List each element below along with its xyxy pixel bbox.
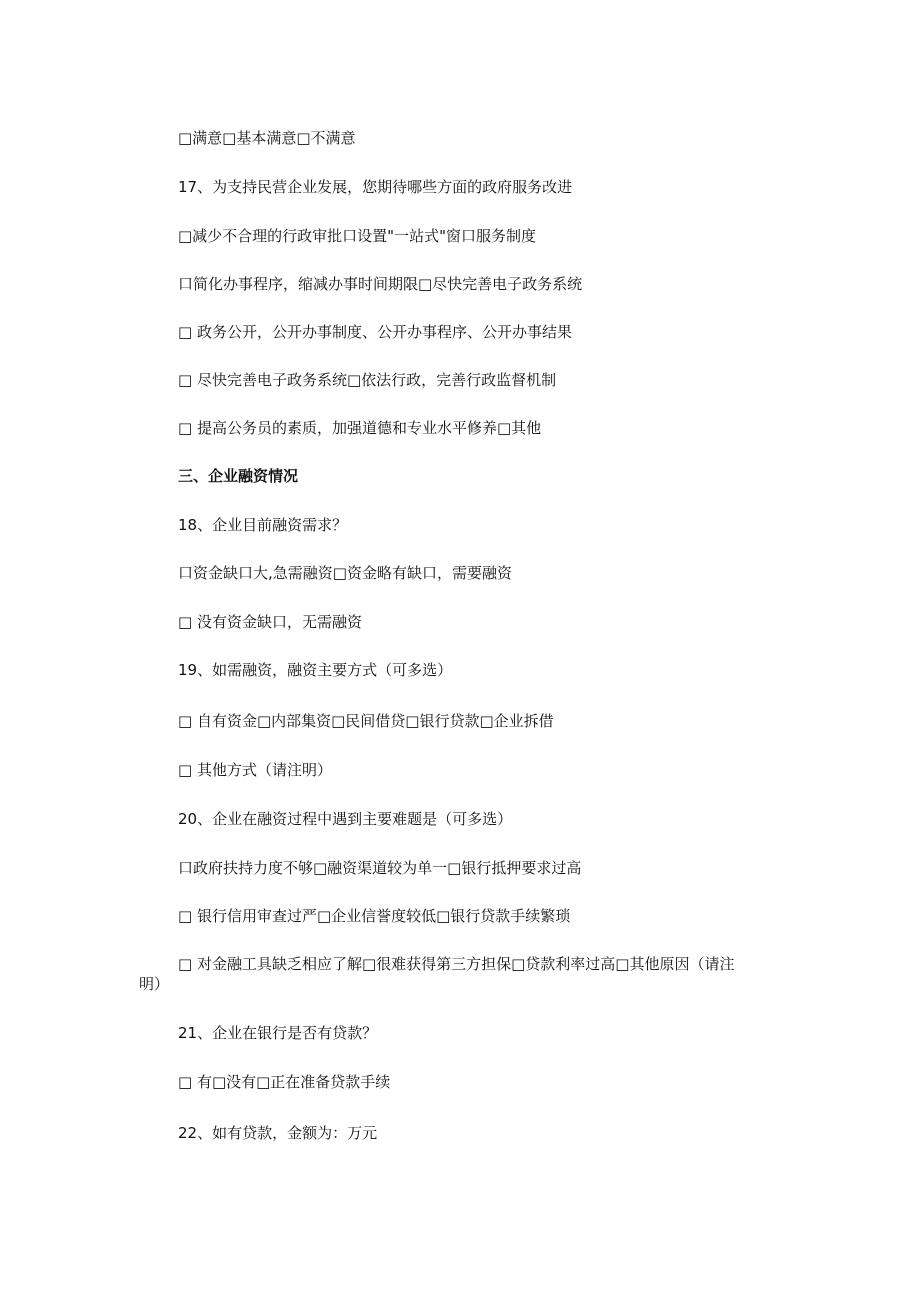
option-line-continuation: 明）	[139, 975, 170, 993]
option-line: □ 其他方式（请注明）	[178, 761, 332, 779]
option-line: □ 政务公开，公开办事制度、公开办事程序、公开办事结果	[178, 323, 572, 341]
option-line: 口简化办事程序，缩减办事时间期限□尽快完善电子政务系统	[178, 275, 583, 293]
question-21: 21、企业在银行是否有贷款？	[178, 1024, 378, 1042]
question-19: 19、如需融资，融资主要方式（可多选）	[178, 661, 453, 679]
question-20: 20、企业在融资过程中遇到主要难题是（可多选）	[178, 810, 513, 828]
question-18: 18、企业目前融资需求？	[178, 516, 348, 534]
section-heading: 三、企业融资情况	[178, 467, 299, 485]
option-line: □减少不合理的行政审批口设置"一站式"窗口服务制度	[178, 227, 536, 245]
option-line: □ 提高公务员的素质，加强道德和专业水平修养□其他	[178, 419, 542, 437]
option-line: □ 有□没有□正在准备贷款手续	[178, 1073, 391, 1091]
option-line: 口资金缺口大,急需融资□资金略有缺口，需要融资	[178, 564, 512, 582]
option-line: 口政府扶持力度不够□融资渠道较为单一□银行抵押要求过高	[178, 859, 582, 877]
option-line: □ 没有资金缺口，无需融资	[178, 613, 362, 631]
option-line: □ 尽快完善电子政务系统□依法行政，完善行政监督机制	[178, 371, 557, 389]
option-line: □ 对金融工具缺乏相应了解□很难获得第三方担保□贷款利率过高□其他原因（请注	[178, 955, 735, 973]
question-22: 22、如有贷款，金额为：万元	[178, 1124, 378, 1142]
question-17: 17、为支持民营企业发展，您期待哪些方面的政府服务改进	[178, 178, 573, 196]
option-line: □ 自有资金□内部集资□民间借贷□银行贷款□企业拆借	[178, 712, 554, 730]
option-line: □ 银行信用审查过严□企业信誉度较低□银行贷款手续繁琐	[178, 907, 571, 925]
satisfaction-options: □满意□基本满意□不满意	[178, 129, 356, 147]
